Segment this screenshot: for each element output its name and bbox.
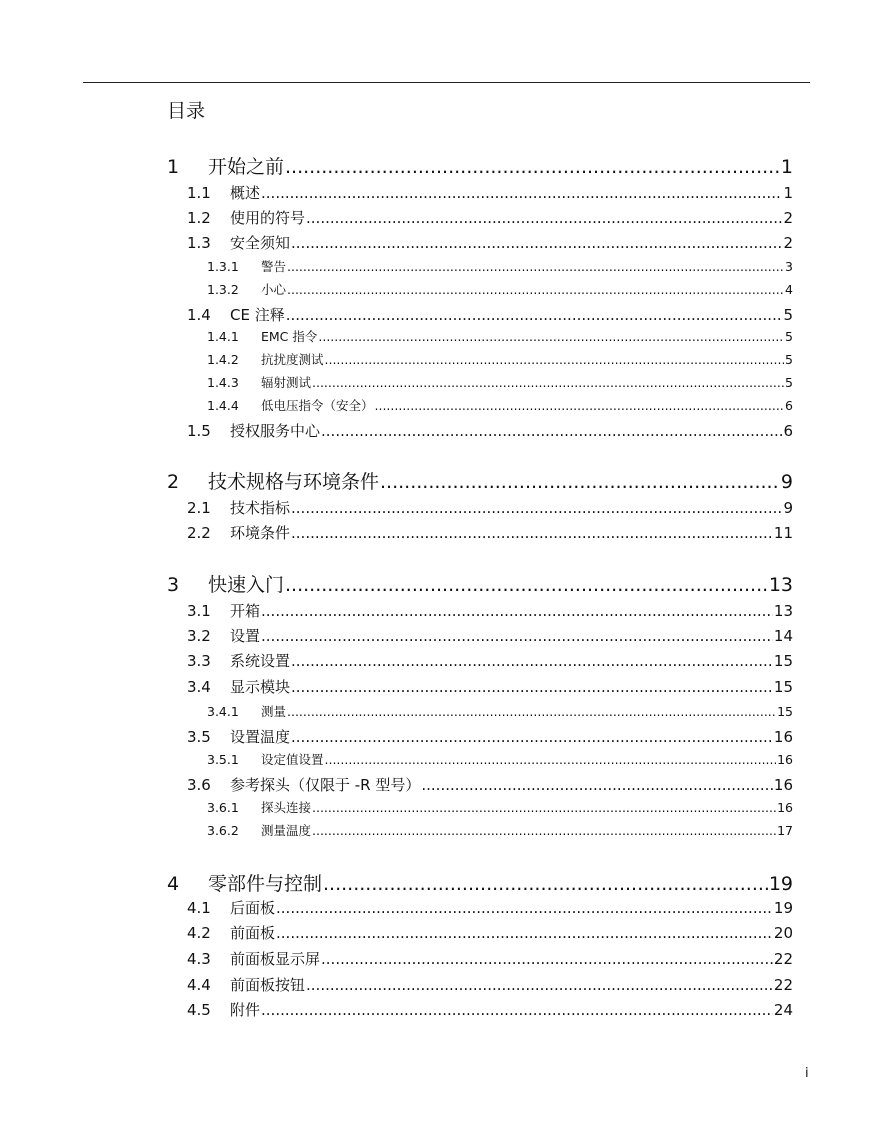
toc-entry-title: CE 注释 <box>230 306 285 324</box>
toc-entry[interactable] <box>207 798 793 816</box>
toc-leader-dots <box>291 728 773 746</box>
toc-leader-dots <box>285 574 768 596</box>
toc-entry-title: 小心 <box>261 282 287 297</box>
toc-leader-dots <box>291 678 773 696</box>
toc-entry[interactable] <box>187 625 793 646</box>
toc-entry[interactable] <box>207 821 793 839</box>
toc-entry[interactable] <box>207 702 793 720</box>
toc-entry-number: 1.1 <box>187 184 211 202</box>
toc-entry-page: 16 <box>773 728 793 746</box>
toc-entry[interactable] <box>207 373 793 391</box>
toc-leader-dots <box>312 375 784 390</box>
toc-entry-number: 2.1 <box>187 499 211 517</box>
toc-entry-number: 3.2 <box>187 627 211 645</box>
toc-leader-dots <box>375 398 785 413</box>
toc-leader-dots <box>306 209 782 227</box>
toc-entry-number: 1.2 <box>187 209 211 227</box>
toc-entry-page: 19 <box>768 873 793 895</box>
toc-entry[interactable] <box>187 922 793 943</box>
toc-entry-title: 使用的符号 <box>230 209 306 227</box>
toc-entry-title: 技术规格与环境条件 <box>208 471 380 493</box>
toc-entry-number: 4.4 <box>187 976 211 994</box>
toc-leader-dots <box>380 471 780 493</box>
toc-entry-title: 抗扰度测试 <box>261 352 324 367</box>
toc-entry-number: 3 <box>167 574 180 596</box>
toc-leader-dots <box>323 873 768 895</box>
toc-entry-number: 1 <box>167 156 180 178</box>
toc-entry-page: 22 <box>773 950 793 968</box>
toc-entry-page: 6 <box>783 422 793 440</box>
toc-leader-dots <box>261 602 773 620</box>
toc-entry-title: 授权服务中心 <box>230 422 321 440</box>
toc-entry-page: 16 <box>777 800 793 815</box>
toc-entry-number: 2 <box>167 471 180 493</box>
toc-entry-title: 参考探头（仅限于 -R 型号） <box>230 776 421 794</box>
toc-entry-page: 1 <box>780 156 793 178</box>
toc-leader-dots <box>321 422 782 440</box>
toc-entry-number: 4.2 <box>187 924 211 942</box>
toc-leader-dots <box>286 306 783 324</box>
toc-leader-dots <box>287 704 776 719</box>
toc-entry-number: 1.3 <box>187 234 211 252</box>
toc-entry[interactable] <box>167 869 793 896</box>
toc-entry-title: 开始之前 <box>208 156 285 178</box>
toc-entry[interactable] <box>187 522 793 543</box>
toc-entry-title: 开箱 <box>230 602 261 620</box>
toc-entry-page: 5 <box>785 352 793 367</box>
toc-leader-dots <box>276 899 773 917</box>
toc-entry[interactable] <box>167 467 793 494</box>
toc-entry-title: 设定值设置 <box>261 752 324 767</box>
toc-entry-page: 3 <box>785 259 793 274</box>
toc-entry-page: 24 <box>773 1001 793 1019</box>
toc-entry-title: EMC 指令 <box>261 329 318 344</box>
toc-entry[interactable] <box>167 152 793 179</box>
toc-entry[interactable] <box>187 726 793 747</box>
toc-entry-page: 17 <box>777 823 793 838</box>
toc-entry-number: 4.1 <box>187 899 211 917</box>
toc-leader-dots <box>261 1001 773 1019</box>
toc-entry-title: 测量温度 <box>261 823 312 838</box>
toc-entry[interactable] <box>207 750 793 768</box>
toc-entry[interactable] <box>187 232 793 253</box>
toc-entry[interactable] <box>187 948 793 969</box>
toc-entry-title: 前面板按钮 <box>230 976 306 994</box>
toc-entry-page: 5 <box>785 375 793 390</box>
toc-entry-number: 1.4 <box>187 306 211 324</box>
toc-entry-page: 15 <box>773 652 793 670</box>
toc-entry-title: 快速入门 <box>208 574 285 596</box>
toc-leader-dots <box>306 976 773 994</box>
toc-entry-number: 3.4 <box>187 678 211 696</box>
toc-entry[interactable] <box>207 327 793 345</box>
toc-entry-page: 6 <box>785 398 793 413</box>
toc-entry[interactable] <box>187 207 793 228</box>
toc-title: 目录 <box>167 100 206 122</box>
toc-leader-dots <box>291 499 782 517</box>
toc-entry-number: 3.1 <box>187 602 211 620</box>
toc-leader-dots <box>421 776 773 794</box>
toc-leader-dots <box>291 234 782 252</box>
toc-entry-page: 2 <box>783 234 793 252</box>
toc-entry-title: 概述 <box>230 184 261 202</box>
toc-entry-page: 9 <box>783 499 793 517</box>
toc-leader-dots <box>287 282 784 297</box>
toc-entry-title: 零部件与控制 <box>208 873 323 895</box>
page-number: i <box>805 1066 809 1081</box>
toc-leader-dots <box>291 524 773 542</box>
toc-entry-page: 2 <box>783 209 793 227</box>
toc-entry-number: 1.5 <box>187 422 211 440</box>
toc-entry-page: 13 <box>773 602 793 620</box>
toc-entry-number: 3.6.2 <box>207 823 239 838</box>
toc-leader-dots <box>321 950 773 968</box>
toc-entry-title: 测量 <box>261 704 287 719</box>
toc-entry-number: 1.4.1 <box>207 329 239 344</box>
toc-entry[interactable] <box>207 396 793 414</box>
toc-entry[interactable] <box>207 350 793 368</box>
toc-entry[interactable] <box>187 182 793 203</box>
toc-leader-dots <box>325 752 777 767</box>
toc-entry-title: 显示模块 <box>230 678 291 696</box>
toc-entry[interactable] <box>187 304 793 325</box>
toc-entry-number: 4.5 <box>187 1001 211 1019</box>
toc-entry[interactable] <box>187 774 793 795</box>
toc-leader-dots <box>318 329 784 344</box>
toc-entry-title: 前面板 <box>230 924 276 942</box>
toc-entry-title: 安全须知 <box>230 234 291 252</box>
toc-leader-dots <box>291 652 773 670</box>
toc-entry-number: 1.4.3 <box>207 375 239 390</box>
toc-entry-title: 前面板显示屏 <box>230 950 321 968</box>
toc-leader-dots <box>287 259 784 274</box>
toc-entry-number: 3.6.1 <box>207 800 239 815</box>
toc-entry[interactable] <box>187 497 793 518</box>
toc-entry-page: 15 <box>773 678 793 696</box>
toc-leader-dots <box>261 627 773 645</box>
toc-entry[interactable] <box>207 280 793 298</box>
toc-entry-number: 1.3.1 <box>207 259 239 274</box>
toc-entry-title: 技术指标 <box>230 499 291 517</box>
toc-entry-number: 3.4.1 <box>207 704 239 719</box>
toc-entry-page: 1 <box>783 184 793 202</box>
toc-entry[interactable] <box>187 676 793 697</box>
toc-entry-page: 19 <box>773 899 793 917</box>
toc-entry[interactable] <box>187 897 793 918</box>
toc-entry-page: 14 <box>773 627 793 645</box>
toc-entry-page: 13 <box>768 574 793 596</box>
toc-entry-page: 15 <box>777 704 793 719</box>
toc-entry-page: 16 <box>777 752 793 767</box>
toc-entry[interactable] <box>167 570 793 597</box>
toc-entry-number: 3.5.1 <box>207 752 239 767</box>
toc-leader-dots <box>312 823 776 838</box>
toc-leader-dots <box>285 156 780 178</box>
toc-entry-title: 环境条件 <box>230 524 291 542</box>
toc-entry-title: 低电压指令（安全） <box>261 398 374 413</box>
toc-entry-page: 5 <box>785 329 793 344</box>
toc-entry-number: 3.6 <box>187 776 211 794</box>
toc-leader-dots <box>312 800 776 815</box>
toc-entry-title: 设置温度 <box>230 728 291 746</box>
toc-entry-number: 4.3 <box>187 950 211 968</box>
toc-entry-title: 探头连接 <box>261 800 312 815</box>
toc-entry-page: 5 <box>783 306 793 324</box>
toc-entry-number: 3.3 <box>187 652 211 670</box>
toc-entry-page: 11 <box>773 524 793 542</box>
toc-entry-number: 3.5 <box>187 728 211 746</box>
toc-entry-page: 20 <box>773 924 793 942</box>
toc-entry[interactable] <box>187 600 793 621</box>
toc-entry-number: 2.2 <box>187 524 211 542</box>
toc-entry-title: 附件 <box>230 1001 261 1019</box>
toc-entry[interactable] <box>207 257 793 275</box>
toc-entry[interactable] <box>187 974 793 995</box>
toc-entry-page: 22 <box>773 976 793 994</box>
toc-entry-number: 4 <box>167 873 180 895</box>
toc-entry-number: 1.4.4 <box>207 398 239 413</box>
toc-entry-title: 警告 <box>261 259 287 274</box>
toc-entry-title: 设置 <box>230 627 261 645</box>
toc-entry-page: 4 <box>785 282 793 297</box>
toc-entry-title: 系统设置 <box>230 652 291 670</box>
toc-entry-title: 辐射测试 <box>261 375 312 390</box>
toc-leader-dots <box>276 924 773 942</box>
toc-entry-number: 1.4.2 <box>207 352 239 367</box>
toc-entry-page: 9 <box>780 471 793 493</box>
toc-entry-title: 后面板 <box>230 899 276 917</box>
toc-entry-number: 1.3.2 <box>207 282 239 297</box>
toc-leader-dots <box>325 352 785 367</box>
toc-entry-page: 16 <box>773 776 793 794</box>
toc-leader-dots <box>261 184 782 202</box>
toc-entry[interactable] <box>187 650 793 671</box>
toc-entry[interactable] <box>187 999 793 1020</box>
toc-entry[interactable] <box>187 420 793 441</box>
